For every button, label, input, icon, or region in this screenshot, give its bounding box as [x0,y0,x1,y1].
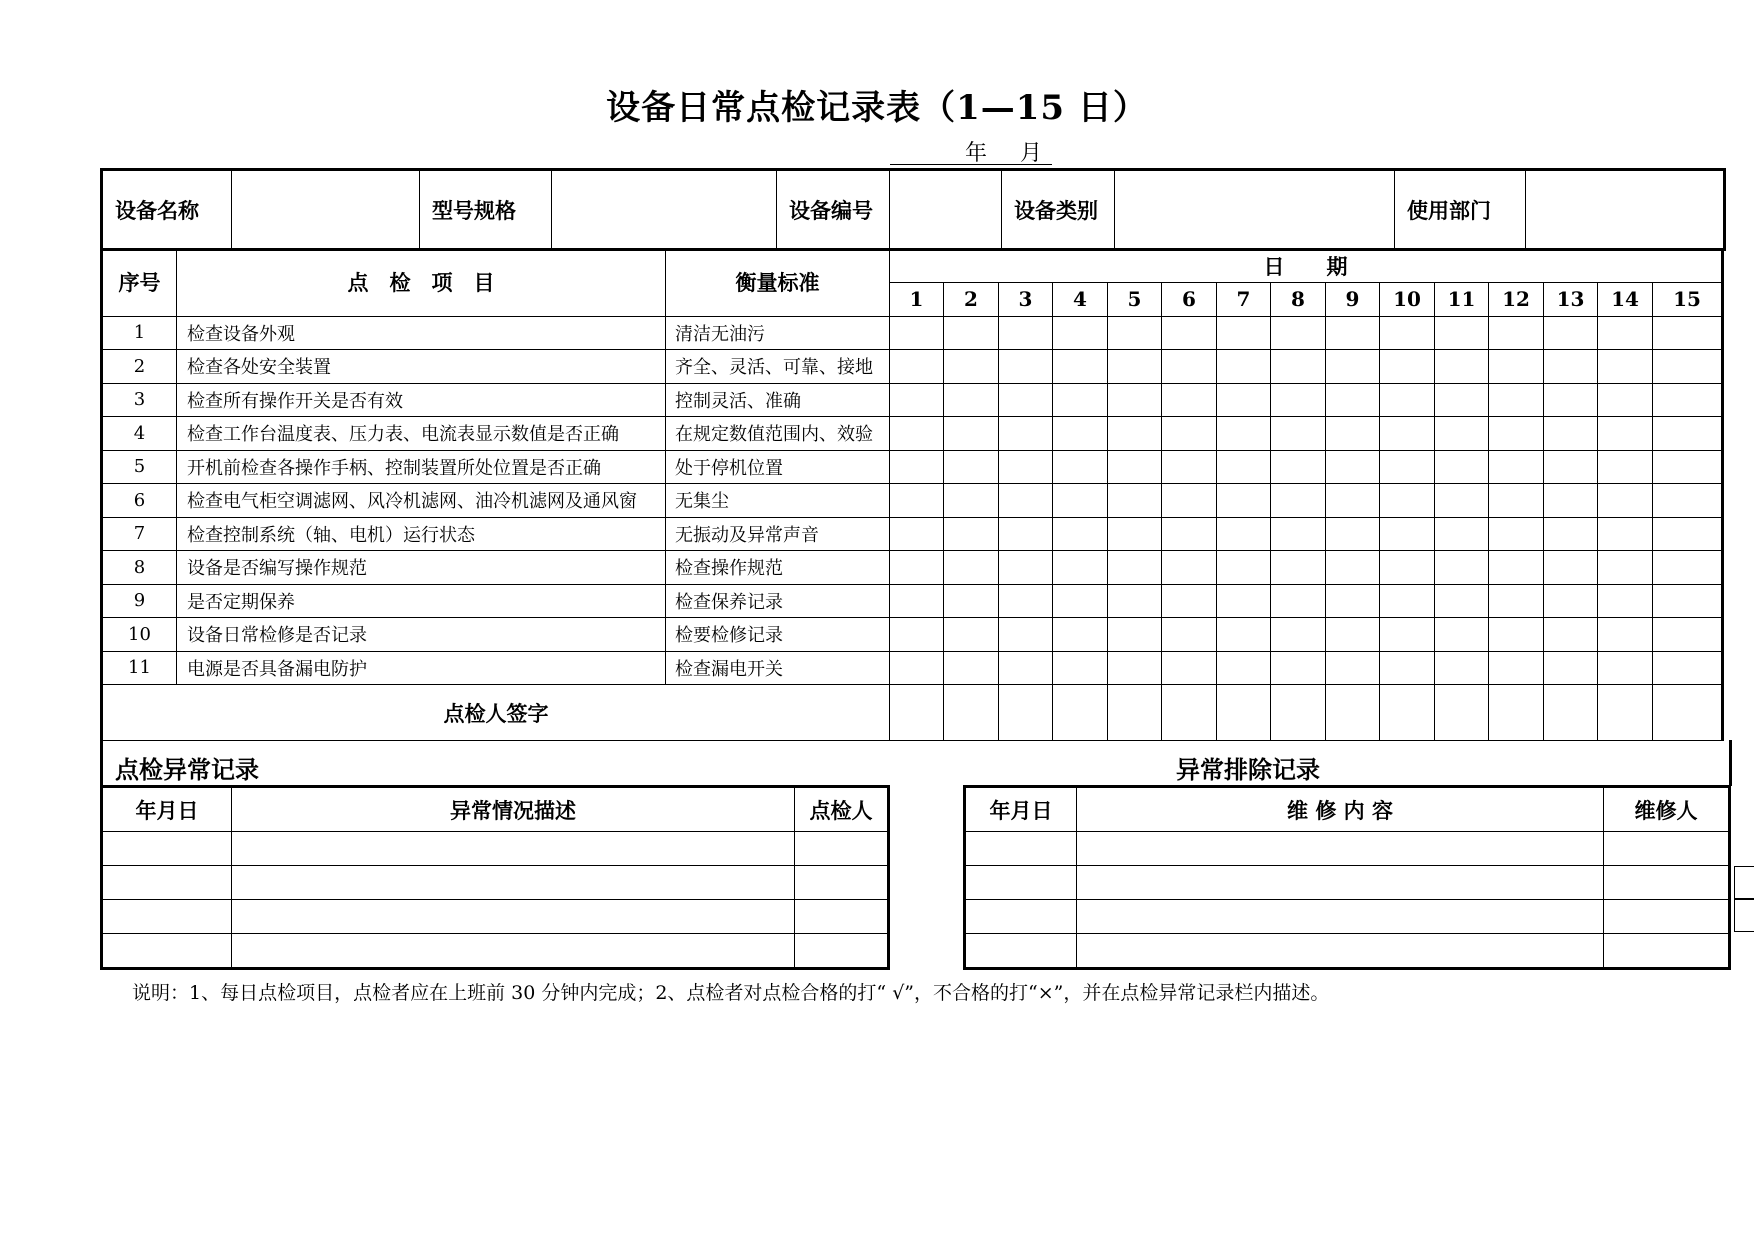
check-cell[interactable] [890,618,944,652]
check-cell[interactable] [890,383,944,417]
row-number: 5 [102,450,177,484]
check-cell[interactable] [1053,484,1108,518]
row-number: 3 [102,383,177,417]
check-cell[interactable] [1326,450,1380,484]
table-cell[interactable] [1604,866,1730,900]
row-number: 10 [102,618,177,652]
table-row [102,551,1723,585]
check-cell[interactable] [999,316,1053,350]
day-header-6: 6 [1162,283,1217,317]
check-standard: 检查操作规范 [666,551,890,585]
check-cell[interactable] [1598,350,1653,384]
check-cell[interactable] [1217,350,1271,384]
margin-stub [1734,898,1754,932]
row-number: 6 [102,484,177,518]
check-cell[interactable] [1598,551,1653,585]
check-cell[interactable] [1598,417,1653,451]
check-cell[interactable] [1108,450,1162,484]
check-cell[interactable] [1271,417,1326,451]
check-cell[interactable] [1108,551,1162,585]
row-number: 9 [102,584,177,618]
check-cell[interactable] [890,417,944,451]
check-cell[interactable] [1544,517,1598,551]
instruction-note: 说明：1、每日点检项目，点检者应在上班前 30 分钟内完成；2、点检者对点检合格的打“ √”，不合格的打“×”，并在点检异常记录栏内描述。 [132,982,1330,1004]
check-cell[interactable] [1108,417,1162,451]
year-month-field[interactable] [890,136,1052,165]
check-cell[interactable] [1162,350,1217,384]
repair-record-title: 异常排除记录 [1176,755,1320,784]
check-cell[interactable] [1326,484,1380,518]
check-cell[interactable] [1380,584,1435,618]
check-cell[interactable] [1271,383,1326,417]
check-cell[interactable] [1053,651,1108,685]
check-cell[interactable] [1653,484,1723,518]
table-cell[interactable] [102,866,232,900]
check-cell[interactable] [1653,383,1723,417]
table-row [102,651,1723,685]
check-cell[interactable] [1162,551,1217,585]
check-cell[interactable] [1108,618,1162,652]
signature-cell[interactable] [1053,685,1108,741]
check-cell[interactable] [1217,316,1271,350]
day-header-4: 4 [1053,283,1108,317]
check-cell[interactable] [1544,484,1598,518]
check-cell[interactable] [1544,551,1598,585]
check-cell[interactable] [1162,651,1217,685]
check-standard: 在规定数值范围内、效验 [666,417,890,451]
model-spec-label: 型号规格 [420,170,552,250]
check-standard: 检要检修记录 [666,618,890,652]
check-cell[interactable] [1217,651,1271,685]
check-cell[interactable] [1162,484,1217,518]
check-item: 检查各处安全装置 [177,350,666,384]
check-cell[interactable] [999,450,1053,484]
check-cell[interactable] [999,350,1053,384]
abnormal-desc-header: 异常情况描述 [232,787,795,832]
equipment-info-table [100,168,1726,251]
check-standard: 处于停机位置 [666,450,890,484]
check-cell[interactable] [944,350,999,384]
check-cell[interactable] [1380,618,1435,652]
check-cell[interactable] [1162,417,1217,451]
check-cell[interactable] [944,383,999,417]
check-item: 检查设备外观 [177,316,666,350]
row-number: 7 [102,517,177,551]
check-cell[interactable] [1653,651,1723,685]
table-cell[interactable] [1604,934,1730,969]
check-cell[interactable] [1544,450,1598,484]
row-number: 11 [102,651,177,685]
signature-cell[interactable] [1380,685,1435,741]
row-number: 8 [102,551,177,585]
table-cell[interactable] [795,866,889,900]
check-cell[interactable] [999,417,1053,451]
signature-cell[interactable] [1217,685,1271,741]
check-cell[interactable] [1108,350,1162,384]
check-cell[interactable] [1108,484,1162,518]
check-cell[interactable] [1053,450,1108,484]
standard-header: 衡量标准 [666,249,890,317]
check-cell[interactable] [1380,383,1435,417]
check-cell[interactable] [944,417,999,451]
table-row [102,584,1723,618]
day-header-7: 7 [1217,283,1271,317]
table-cell[interactable] [965,900,1077,934]
check-cell[interactable] [1489,551,1544,585]
row-number: 2 [102,350,177,384]
check-cell[interactable] [890,517,944,551]
table-cell[interactable] [232,934,795,969]
signature-cell[interactable] [1108,685,1162,741]
check-cell[interactable] [1380,484,1435,518]
check-cell[interactable] [1326,517,1380,551]
check-cell[interactable] [1653,551,1723,585]
table-cell[interactable] [1077,934,1604,969]
day-header-2: 2 [944,283,999,317]
check-cell[interactable] [1326,417,1380,451]
day-header-12: 12 [1489,283,1544,317]
check-cell[interactable] [890,584,944,618]
check-cell[interactable] [1271,350,1326,384]
day-header-11: 11 [1435,283,1489,317]
check-cell[interactable] [1108,584,1162,618]
check-standard: 无振动及异常声音 [666,517,890,551]
check-cell[interactable] [944,651,999,685]
check-standard: 齐全、灵活、可靠、接地 [666,350,890,384]
check-item: 设备是否编写操作规范 [177,551,666,585]
check-item: 检查所有操作开关是否有效 [177,383,666,417]
check-cell[interactable] [1380,350,1435,384]
check-cell[interactable] [1489,383,1544,417]
equipment-name-label: 设备名称 [102,170,232,250]
check-item: 检查工作台温度表、压力表、电流表显示数值是否正确 [177,417,666,451]
check-cell[interactable] [1053,417,1108,451]
check-cell[interactable] [1271,584,1326,618]
check-cell[interactable] [1053,584,1108,618]
item-header: 点 检 项 目 [177,249,666,317]
table-cell[interactable] [795,832,889,866]
check-cell[interactable] [1271,316,1326,350]
check-cell[interactable] [1435,618,1489,652]
check-item: 检查电气柜空调滤网、风冷机滤网、油冷机滤网及通风窗 [177,484,666,518]
check-cell[interactable] [1217,450,1271,484]
repairer-header: 维修人 [1604,787,1730,832]
table-cell[interactable] [1604,900,1730,934]
check-cell[interactable] [1435,350,1489,384]
check-cell[interactable] [1108,517,1162,551]
day-header-10: 10 [1380,283,1435,317]
day-header-1: 1 [890,283,944,317]
signature-cell[interactable] [1653,685,1723,741]
check-cell[interactable] [944,484,999,518]
check-cell[interactable] [999,651,1053,685]
check-cell[interactable] [1598,618,1653,652]
check-cell[interactable] [1544,618,1598,652]
day-header-3: 3 [999,283,1053,317]
inspector-header: 点检人 [795,787,889,832]
table-cell[interactable] [1604,832,1730,866]
model-spec-field[interactable] [552,170,777,250]
department-field[interactable] [1526,170,1725,250]
table-cell[interactable] [232,866,795,900]
equipment-no-label: 设备编号 [777,170,890,250]
check-cell[interactable] [1598,316,1653,350]
check-cell[interactable] [1162,316,1217,350]
check-standard: 清洁无油污 [666,316,890,350]
repair-content-header: 维 修 内 容 [1077,787,1604,832]
check-cell[interactable] [1544,584,1598,618]
table-row [102,350,1723,384]
day-header-9: 9 [1326,283,1380,317]
inspection-table [100,248,1724,741]
table-row [102,517,1723,551]
check-cell[interactable] [1489,517,1544,551]
table-row [102,484,1723,518]
seq-header: 序号 [102,249,177,317]
row-number: 4 [102,417,177,451]
table-cell[interactable] [102,934,232,969]
check-cell[interactable] [1217,383,1271,417]
check-cell[interactable] [1053,383,1108,417]
check-cell[interactable] [1380,450,1435,484]
check-cell[interactable] [1053,517,1108,551]
signature-cell[interactable] [890,685,944,741]
abnormal-record-table [100,785,890,970]
check-cell[interactable] [1653,417,1723,451]
check-cell[interactable] [999,551,1053,585]
check-cell[interactable] [1217,484,1271,518]
check-cell[interactable] [1489,484,1544,518]
signature-cell[interactable] [1326,685,1380,741]
check-cell[interactable] [1435,651,1489,685]
table-cell[interactable] [232,900,795,934]
table-row [102,450,1723,484]
table-cell[interactable] [102,832,232,866]
check-cell[interactable] [999,484,1053,518]
signature-cell[interactable] [1544,685,1598,741]
equipment-no-field[interactable] [890,170,1002,250]
check-cell[interactable] [944,618,999,652]
check-cell[interactable] [1271,651,1326,685]
check-cell[interactable] [1544,417,1598,451]
check-cell[interactable] [1108,383,1162,417]
check-cell[interactable] [1326,316,1380,350]
day-header-5: 5 [1108,283,1162,317]
check-cell[interactable] [1326,551,1380,585]
check-cell[interactable] [1653,316,1723,350]
check-cell[interactable] [1217,584,1271,618]
table-cell[interactable] [965,832,1077,866]
check-cell[interactable] [1598,383,1653,417]
check-cell[interactable] [1598,584,1653,618]
table-cell[interactable] [795,900,889,934]
table-cell[interactable] [965,866,1077,900]
check-cell[interactable] [1489,618,1544,652]
check-cell[interactable] [890,651,944,685]
check-cell[interactable] [1380,651,1435,685]
check-cell[interactable] [1053,316,1108,350]
table-cell[interactable] [1077,866,1604,900]
check-cell[interactable] [999,517,1053,551]
abnormal-record-title: 点检异常记录 [115,755,259,784]
check-item: 是否定期保养 [177,584,666,618]
row-number: 1 [102,316,177,350]
check-cell[interactable] [1544,651,1598,685]
check-cell[interactable] [999,584,1053,618]
check-cell[interactable] [1435,417,1489,451]
page-title: 设备日常点检记录表（1—15 日） [606,88,1148,128]
signature-cell[interactable] [1435,685,1489,741]
check-item: 开机前检查各操作手柄、控制装置所处位置是否正确 [177,450,666,484]
day-header-15: 15 [1653,283,1723,317]
check-cell[interactable] [1271,551,1326,585]
table-row [102,618,1723,652]
check-cell[interactable] [1489,651,1544,685]
check-cell[interactable] [1435,450,1489,484]
check-cell[interactable] [1544,350,1598,384]
check-cell[interactable] [890,551,944,585]
check-cell[interactable] [944,584,999,618]
check-cell[interactable] [1326,584,1380,618]
check-cell[interactable] [1217,417,1271,451]
signature-cell[interactable] [999,685,1053,741]
check-cell[interactable] [1271,618,1326,652]
table-row [102,417,1723,451]
check-cell[interactable] [890,316,944,350]
year-label: 年 [965,141,988,166]
signature-cell[interactable] [1489,685,1544,741]
check-cell[interactable] [1271,450,1326,484]
check-cell[interactable] [1162,517,1217,551]
abnormal-date-header: 年月日 [102,787,232,832]
check-cell[interactable] [1435,484,1489,518]
table-cell[interactable] [232,832,795,866]
equipment-type-field[interactable] [1115,170,1395,250]
signature-cell[interactable] [1598,685,1653,741]
signature-label: 点检人签字 [102,685,890,741]
check-cell[interactable] [1489,450,1544,484]
check-cell[interactable] [1162,618,1217,652]
check-cell[interactable] [944,316,999,350]
check-cell[interactable] [1435,517,1489,551]
check-cell[interactable] [890,450,944,484]
check-cell[interactable] [1598,651,1653,685]
check-cell[interactable] [890,484,944,518]
check-cell[interactable] [1217,517,1271,551]
check-cell[interactable] [1053,618,1108,652]
check-cell[interactable] [1435,383,1489,417]
check-cell[interactable] [1380,551,1435,585]
check-cell[interactable] [890,350,944,384]
check-cell[interactable] [1326,618,1380,652]
check-cell[interactable] [1598,450,1653,484]
records-section-header [100,740,1732,786]
check-cell[interactable] [944,551,999,585]
check-item: 检查控制系统（轴、电机）运行状态 [177,517,666,551]
check-cell[interactable] [1380,417,1435,451]
check-standard: 无集尘 [666,484,890,518]
check-cell[interactable] [1380,517,1435,551]
day-header-14: 14 [1598,283,1653,317]
check-cell[interactable] [1217,551,1271,585]
month-label: 月 [1020,141,1043,166]
margin-stub [1734,866,1754,900]
check-standard: 检查漏电开关 [666,651,890,685]
check-standard: 控制灵活、准确 [666,383,890,417]
table-row [102,316,1723,350]
check-cell[interactable] [1380,316,1435,350]
table-cell[interactable] [102,900,232,934]
check-item: 电源是否具备漏电防护 [177,651,666,685]
table-cell[interactable] [1077,832,1604,866]
check-cell[interactable] [944,450,999,484]
check-cell[interactable] [1489,417,1544,451]
check-cell[interactable] [1653,450,1723,484]
day-header-13: 13 [1544,283,1598,317]
check-cell[interactable] [1489,584,1544,618]
check-cell[interactable] [1108,316,1162,350]
repair-date-header: 年月日 [965,787,1077,832]
equipment-name-field[interactable] [232,170,420,250]
check-cell[interactable] [1162,450,1217,484]
check-cell[interactable] [1326,350,1380,384]
date-header: 日 期 [890,249,1723,283]
check-cell[interactable] [999,618,1053,652]
table-row [102,383,1723,417]
check-cell[interactable] [1489,316,1544,350]
table-cell[interactable] [795,934,889,969]
check-cell[interactable] [1053,551,1108,585]
check-cell[interactable] [1435,316,1489,350]
department-label: 使用部门 [1395,170,1526,250]
check-cell[interactable] [1653,350,1723,384]
check-cell[interactable] [1326,651,1380,685]
check-item: 设备日常检修是否记录 [177,618,666,652]
check-cell[interactable] [1053,350,1108,384]
check-cell[interactable] [1653,584,1723,618]
day-header-8: 8 [1271,283,1326,317]
check-cell[interactable] [1326,383,1380,417]
check-cell[interactable] [1271,484,1326,518]
check-cell[interactable] [1162,584,1217,618]
check-cell[interactable] [1653,618,1723,652]
table-cell[interactable] [965,934,1077,969]
check-cell[interactable] [1544,383,1598,417]
signature-cell[interactable] [944,685,999,741]
check-cell[interactable] [1544,316,1598,350]
check-cell[interactable] [1489,350,1544,384]
table-cell[interactable] [1077,900,1604,934]
check-cell[interactable] [1162,383,1217,417]
check-standard: 检查保养记录 [666,584,890,618]
signature-cell[interactable] [1162,685,1217,741]
check-cell[interactable] [1653,517,1723,551]
check-cell[interactable] [1598,484,1653,518]
repair-record-table [963,785,1731,970]
signature-cell[interactable] [1271,685,1326,741]
check-cell[interactable] [944,517,999,551]
equipment-type-label: 设备类别 [1002,170,1115,250]
check-cell[interactable] [1108,651,1162,685]
check-cell[interactable] [1217,618,1271,652]
check-cell[interactable] [1435,584,1489,618]
check-cell[interactable] [1435,551,1489,585]
check-cell[interactable] [1271,517,1326,551]
check-cell[interactable] [999,383,1053,417]
check-cell[interactable] [1598,517,1653,551]
